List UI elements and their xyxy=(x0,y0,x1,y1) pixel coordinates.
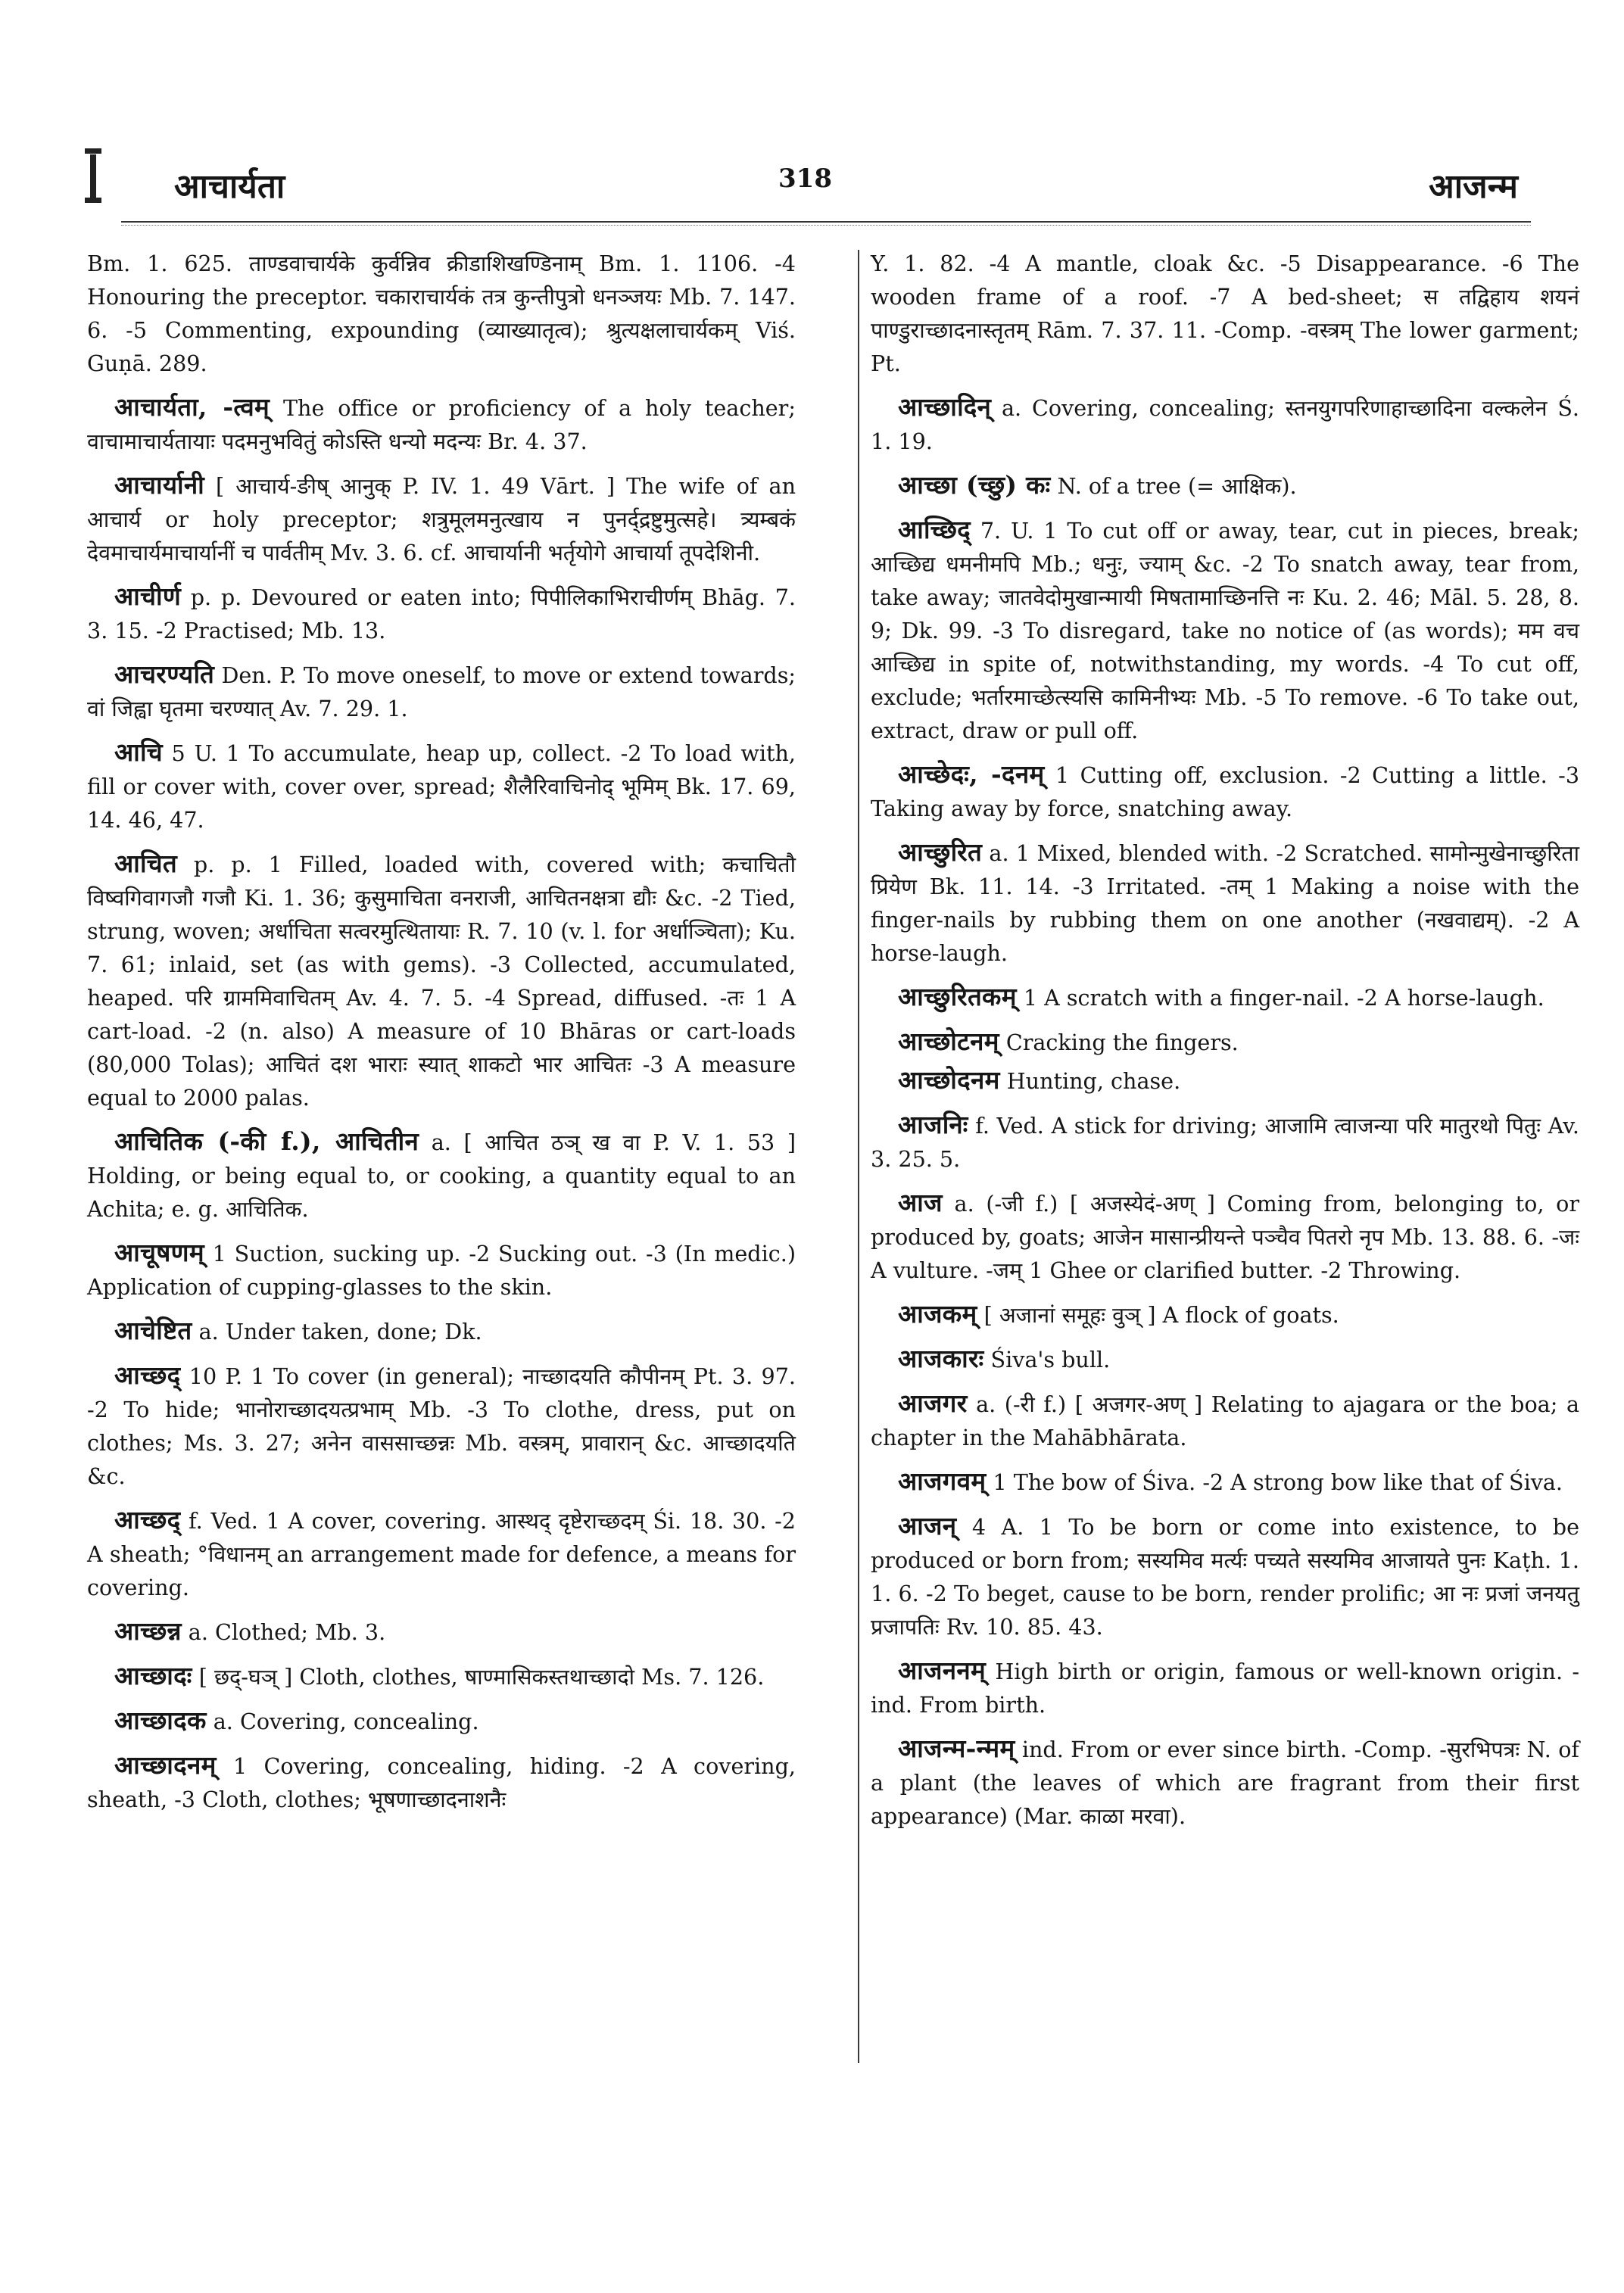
page-number: 318 xyxy=(778,164,832,194)
entry-headword: आच्छा (च्छु) कः xyxy=(898,470,1051,500)
entry-definition: Śiva's bull. xyxy=(983,1347,1111,1372)
entry-definition: Cracking the fingers. xyxy=(999,1030,1239,1055)
dictionary-entry xyxy=(871,469,1579,503)
dictionary-entry xyxy=(871,1509,1579,1643)
entry-definition: p. p. 1 Filled, loaded with, covered with; कचाचितौ विष्वगिवागजौ गजौ Ki. 1. 36; कुसुमाचिता वनराजी, आचितनक्षत्रा द्यौः &c. -2 Tied, strung, woven; अर्धाचिता सत्वरमुत्थितायाः R. 7. 10 (v. l. for अर्धाञ्चिता); Ku. 7. 61; inlaid, set (as with gems). -3 Collected, accumulated, heaped. परि ग्राममिवाचितम् Av. 4. 7. 5. -4 Spread, diffused. -तः 1 A cart-load. -2 (n. also) A measure of 10 Bhāras or cart-loads (80,000 Tolas); आचितं दश भाराः स्यात् शाकटो भार आचितः -3 A measure equal to 2000 palas. xyxy=(87,852,796,1111)
dictionary-entry xyxy=(871,247,1579,380)
right-column xyxy=(871,247,1579,1843)
entry-headword: आजन्म-न्मम् xyxy=(898,1734,1015,1763)
entry-definition: 7. U. 1 To cut off or away, tear, cut in pieces, break; आच्छिद्य धमनीमपि Mb.; धनुः, ज्याम् &c. -2 To snatch away, tear from, take away; जातवेदोमुखान्मायी मिषतामाच्छिनत्ति नः Ku. 2. 46; Māl. 5. 28, 8. 9; Dk. 99. -3 To disregard, take no notice of (as words); मम वच आच्छिद्य in spite of, notwithstanding, my words. -4 To cut off, exclude; भर्तारमाच्छेत्स्यसि कामिनीभ्यः Mb. -5 To remove. -6 To take out, extract, draw or pull off. xyxy=(871,518,1579,743)
dictionary-entry xyxy=(87,1659,796,1693)
entry-definition: The office or proficiency of a holy teacher; वाचामाचार्यतायाः पदमनुभवितुं कोऽस्ति धन्यो मदन्यः Br. 4. 37. xyxy=(87,395,796,454)
header-rule xyxy=(121,221,1531,223)
entry-definition: a. Covering, concealing. xyxy=(206,1709,479,1734)
entry-headword: आच्छन्न xyxy=(114,1616,182,1646)
entry-headword: आच्छोदनम xyxy=(898,1065,1000,1095)
entry-headword: आजगर xyxy=(898,1388,968,1418)
entry-headword: आचूषणम् xyxy=(114,1238,204,1267)
dictionary-entry xyxy=(871,1732,1579,1833)
entry-headword: आजगवम् xyxy=(898,1466,987,1496)
entry-definition: Den. P. To move oneself, to move or extend towards; वां जिह्वा घृतमा चरण्यात् Av. 7. 29. 1. xyxy=(87,662,796,721)
entry-definition: a. Clothed; Mb. 3. xyxy=(181,1619,386,1645)
dictionary-entry xyxy=(87,736,796,837)
entry-headword: आचित xyxy=(114,849,177,878)
entry-headword: आजन् xyxy=(898,1511,957,1541)
dictionary-entry xyxy=(871,1186,1579,1287)
entry-definition: a. 1 Mixed, blended with. -2 Scratched. सामोन्मुखेनाच्छुरिता प्रियेण Bk. 11. 14. -3 Irritated. -तम् 1 Making a noise with the finger-nails by rubbing them on one another (नखवाद्यम्). -2 A horse-laugh. xyxy=(871,840,1579,966)
entry-definition: f. Ved. A stick for driving; आजामि त्वाजन्या परि मातुरथो पितुः Av. 3. 25. 5. xyxy=(871,1113,1579,1172)
entry-headword: आच्छुरितकम् xyxy=(898,982,1017,1011)
entry-definition: N. of a tree (= आक्षिक). xyxy=(1050,473,1297,499)
dictionary-entry xyxy=(87,1359,796,1493)
entry-headword: आच्छादः xyxy=(114,1661,192,1690)
entry-definition: a. Covering, concealing; स्तनयुगपरिणाहाच्छादिना वल्कलेन Ś. 1. 19. xyxy=(871,395,1579,454)
header-first-word: आचार्यता xyxy=(174,167,285,206)
dictionary-entry xyxy=(87,1314,796,1348)
entry-headword: आच्छादनम् xyxy=(114,1750,217,1780)
entry-headword: आचेष्टित xyxy=(114,1316,192,1345)
dictionary-entry xyxy=(87,391,796,458)
entry-definition: 1 A scratch with a finger-nail. -2 A horse-laugh. xyxy=(1016,985,1545,1011)
entry-headword: आजननम् xyxy=(898,1656,987,1685)
entry-headword: आचार्यानी xyxy=(114,470,204,500)
entry-headword: आचि xyxy=(114,737,163,767)
dictionary-entry xyxy=(87,847,796,1114)
dictionary-entry xyxy=(871,513,1579,747)
dictionary-entry xyxy=(871,1108,1579,1176)
entry-definition: High birth or origin, famous or well-known origin. -ind. From birth. xyxy=(871,1659,1579,1718)
entry-headword: आज xyxy=(898,1188,943,1217)
entry-definition: a. (-जी f.) [ अजस्येदं-अण् ] Coming from, belonging to, or produced by, goats; आजेन मासान्प्रीयन्ते पञ्चैव पितरो नृप Mb. 13. 88. 6. -जः A vulture. -जम् 1 Ghee or clarified butter. -2 Throwing. xyxy=(871,1191,1580,1283)
binding-mark-icon xyxy=(85,148,101,203)
dictionary-entry xyxy=(87,580,796,647)
entry-definition: a. [ आचित ठञ् ख वा P. V. 1. 53 ] Holding, or being equal to, or cooking, a quantity equal to an Achita; e. g. आचितिक. xyxy=(87,1129,796,1222)
dictionary-entry xyxy=(871,836,1579,970)
header-last-word: आजन्म xyxy=(1429,167,1518,206)
entry-definition: 10 P. 1 To cover (in general); नाच्छादयति कौपीनम् Pt. 3. 97. -2 To hide; भानोराच्छादयत्प्रभाम् Mb. -3 To clothe, dress, put on clothes; Ms. 3. 27; अनेन वाससाच्छन्नः Mb. वस्त्रम्, प्रावारान् &c. आच्छादयति &c. xyxy=(87,1363,796,1489)
dictionary-entry xyxy=(87,1503,796,1604)
entry-headword: आजकम् xyxy=(898,1299,977,1329)
entry-definition: 1 Cutting off, exclusion. -2 Cutting a little. -3 Taking away by force, snatching away. xyxy=(871,762,1580,821)
entry-definition: f. Ved. 1 A cover, covering. आस्थद् दृष्टेराच्छदम् Śi. 18. 30. -2 A sheath; °विधानम् an arrangement made for defence, a means for covering. xyxy=(87,1508,796,1600)
entry-headword: आच्छादिन् xyxy=(898,392,992,422)
entry-definition: 4 A. 1 To be born or come into existence, to be produced or born from; सस्यमिव मर्त्यः पच्यते सस्यमिव आजायते पुनः Kaṭh. 1. 1. 6. -2 To beget, cause to be born, render prolific; आ नः प्रजां जनयतु प्रजापतिः Rv. 10. 85. 43. xyxy=(871,1514,1579,1640)
dictionary-entry xyxy=(87,469,796,569)
entry-headword: आच्छिद् xyxy=(898,515,971,544)
entry-definition: a. (-री f.) [ अजगर-अण् ] Relating to ajagara or the boa; a chapter in the Mahābhārata. xyxy=(871,1391,1579,1450)
dictionary-entry xyxy=(87,1236,796,1304)
dictionary-entry xyxy=(871,1387,1579,1454)
entry-headword: आचार्यता, -त्वम् xyxy=(114,392,270,422)
entry-headword: आचीर्ण xyxy=(114,581,181,611)
dictionary-entry xyxy=(871,1465,1579,1499)
entry-definition: Y. 1. 82. -4 A mantle, cloak &c. -5 Disappearance. -6 The wooden frame of a roof. -7 A bed-sheet; स तद्विहाय शयनं पाण्डुराच्छादनास्तृतम् Rām. 7. 37. 11. -Comp. -वस्त्रम् The lower garment; Pt. xyxy=(871,251,1579,376)
running-header xyxy=(174,162,1518,215)
dictionary-entry xyxy=(871,1025,1579,1059)
entry-headword: आजनिः xyxy=(898,1110,968,1139)
dictionary-entry xyxy=(87,1615,796,1649)
dictionary-entry xyxy=(871,391,1579,458)
entry-definition: 1 Covering, concealing, hiding. -2 A covering, sheath, -3 Cloth, clothes; भूषणाच्छादनाशनैः xyxy=(87,1753,796,1812)
dictionary-entry xyxy=(871,1064,1579,1098)
entry-definition: 5 U. 1 To accumulate, heap up, collect. -2 To load with, fill or cover with, cover over, spread; शैलैरिवाचिनोद् भूमिम् Bk. 17. 69, 14. 46, 47. xyxy=(87,740,796,833)
entry-definition: a. Under taken, done; Dk. xyxy=(192,1319,482,1344)
dictionary-entry xyxy=(87,1125,796,1226)
entry-headword: आच्छेदः, -दनम् xyxy=(898,759,1045,789)
column-divider xyxy=(858,250,859,2063)
entry-headword: आच्छद् xyxy=(114,1360,181,1390)
dictionary-entry xyxy=(87,247,796,380)
entry-definition: [ अजानां समूहः वुञ् ] A flock of goats. xyxy=(977,1302,1339,1328)
left-column xyxy=(87,247,796,1827)
dictionary-entry xyxy=(871,980,1579,1014)
entry-definition: p. p. Devoured or eaten into; पिपीलिकाभिराचीर्णम् Bhāg. 7. 3. 15. -2 Practised; Mb. 13. xyxy=(87,584,796,643)
entry-definition: ind. From or ever since birth. -Comp. -सुरभिपत्रः N. of a plant (the leaves of which are fragrant from their first appearance) (Mar. काळा मरवा). xyxy=(871,1737,1579,1829)
dictionary-entry xyxy=(871,1342,1579,1376)
entry-headword: आचितिक (-की f.), आचितीन xyxy=(114,1126,419,1156)
entry-definition: Hunting, chase. xyxy=(999,1068,1181,1094)
entry-headword: आचरण्यति xyxy=(114,659,215,689)
entry-headword: आच्छद् xyxy=(114,1505,181,1534)
entry-definition: [ छद्-घञ् ] Cloth, clothes, षाण्मासिकस्तथाच्छादो Ms. 7. 126. xyxy=(192,1664,765,1690)
dictionary-entry xyxy=(87,1704,796,1738)
dictionary-entry xyxy=(87,1749,796,1816)
entry-headword: आच्छोटनम् xyxy=(898,1027,999,1056)
dictionary-entry xyxy=(87,658,796,725)
entry-definition: Bm. 1. 625. ताण्डवाचार्यके कुर्वन्निव क्रीडाशिखण्डिनाम् Bm. 1. 1106. -4 Honouring the preceptor. चकाराचार्यकं तत्र कुन्तीपुत्रो धनञ्जयः Mb. 7. 147. 6. -5 Commenting, expounding (व्याख्यातृत्व); श्रुत्यक्षलाचार्यकम् Viś. Guṇā. 289. xyxy=(87,251,796,376)
header-rule-dotted xyxy=(121,225,1531,226)
dictionary-entry xyxy=(871,758,1579,825)
entry-definition: [ आचार्य-ङीष् आनुक् P. IV. 1. 49 Vārt. ] The wife of an आचार्य or holy preceptor; शत्रुमूलमनुत्खाय न पुनर्द्द्रष्टुमुत्सहे। त्र्यम्बकं देवमाचार्यमाचार्यानीं च पार्वतीम् Mv. 3. 6. cf. आचार्यानी भर्तृयोगे आचार्या तूपदेशिनी. xyxy=(87,473,796,565)
dictionary-entry xyxy=(871,1654,1579,1721)
entry-headword: आच्छुरित xyxy=(898,837,983,867)
entry-headword: आच्छादक xyxy=(114,1706,207,1735)
entry-headword: आजकारः xyxy=(898,1344,984,1373)
entry-definition: 1 Suction, sucking up. -2 Sucking out. -3 (In medic.) Application of cupping-glasses to the skin. xyxy=(87,1241,796,1300)
dictionary-entry xyxy=(871,1298,1579,1332)
entry-definition: 1 The bow of Śiva. -2 A strong bow like that of Śiva. xyxy=(986,1469,1563,1495)
